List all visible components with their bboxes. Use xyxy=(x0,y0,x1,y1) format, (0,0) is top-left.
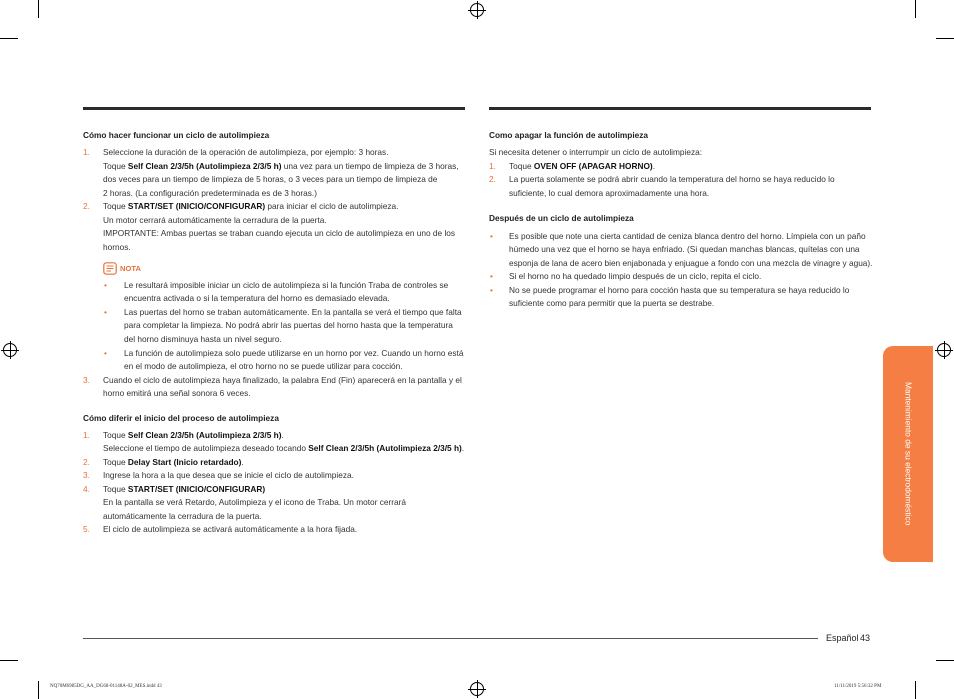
step-text: Un motor cerrará automáticamente la cerradura de la puerta. xyxy=(103,215,327,225)
step-text: IMPORTANTE: Ambas puertas se traban cuando ejecuta un ciclo de autolimpieza en uno de los xyxy=(103,228,456,238)
bullet-text: suficiente como para permitir que la puerta se destrabe. xyxy=(509,298,715,308)
note-label: NOTA xyxy=(120,264,141,273)
crop-mark xyxy=(936,38,954,39)
footer-rule xyxy=(83,638,818,639)
step-text: Ingrese la hora a la que desea que se inicie el ciclo de autolimpieza. xyxy=(103,470,354,480)
step-number: 2. xyxy=(83,457,90,467)
crop-mark xyxy=(936,660,954,661)
bullet-text: Si el horno no ha quedado limpio después de un ciclo, repita el ciclo. xyxy=(509,271,762,281)
bullet-icon: • xyxy=(104,307,107,317)
step-number: 2. xyxy=(83,201,90,211)
step-text: En la pantalla se verá Retardo, Autolimpieza y el icono de Traba. Un motor cerrará xyxy=(103,497,406,507)
step-number: 3. xyxy=(83,375,90,385)
section-heading: Cómo diferir el inicio del proceso de autolimpieza xyxy=(83,413,279,423)
chapter-tab-label: Mantenimiento de su electrodoméstico xyxy=(903,382,914,526)
bullet-text: Es posible que note una cierta cantidad de ceniza blanca dentro del horno. Límpiela con un paño xyxy=(509,231,866,241)
note-text: en el modo de autolimpieza, el otro horno no se puede utilizar para cocción. xyxy=(124,361,403,371)
step-text: Toque Delay Start (Inicio retardado). xyxy=(103,457,244,467)
footer-language: Español xyxy=(826,633,859,643)
bullet-icon: • xyxy=(490,231,493,241)
registration-mark-icon xyxy=(3,343,17,357)
bullet-text: No se puede programar el horno para cocción hasta que su temperatura se haya reducido lo xyxy=(509,285,850,295)
section-heading: Cómo hacer funcionar un ciclo de autolimpieza xyxy=(83,130,270,140)
bullet-icon: • xyxy=(104,348,107,358)
section-heading: Después de un ciclo de autolimpieza xyxy=(489,213,634,223)
note-icon xyxy=(103,262,117,275)
note-text: Le resultará imposible iniciar un ciclo de autolimpieza si la función Traba de controles se xyxy=(124,280,449,290)
step-text: 2 horas. (La configuración predeterminada es de 3 horas.) xyxy=(103,188,318,198)
intro-text: Si necesita detener o interrumpir un ciclo de autolimpieza: xyxy=(489,147,703,157)
step-text: El ciclo de autolimpieza se activará automáticamente a la hora fijada. xyxy=(103,524,358,534)
step-text: Cuando el ciclo de autolimpieza haya finalizado, la palabra End (Fin) aparecerá en la pantalla y el xyxy=(103,375,462,385)
note-text: del horno disminuya hasta un nivel seguro. xyxy=(124,334,282,344)
step-text: Seleccione la duración de la operación de autolimpieza, por ejemplo: 3 horas. xyxy=(103,147,389,157)
bullet-icon: • xyxy=(490,271,493,281)
bullet-text: húmedo una vez que el horno se haya enfriado. (Si quedan manchas blancas, quítelas con una xyxy=(509,244,860,254)
step-number: 4. xyxy=(83,484,90,494)
crop-mark xyxy=(0,38,18,39)
bullet-icon: • xyxy=(104,280,107,290)
right-column-rule xyxy=(489,107,871,110)
note-text: La función de autolimpieza solo puede utilizarse en un horno por vez. Cuando un horno está xyxy=(124,348,464,358)
note-text: Las puertas del horno se traban automáticamente. En la pantalla se verá el tiempo que falta xyxy=(124,307,462,317)
step-number: 5. xyxy=(83,524,90,534)
crop-mark xyxy=(915,0,916,18)
registration-mark-icon xyxy=(470,682,484,696)
step-text: dos veces para un tiempo de limpieza de 5 horas, o 3 veces para un tiempo de limpieza de xyxy=(103,174,438,184)
step-number: 1. xyxy=(489,161,496,171)
step-text: Toque Self Clean 2/3/5h (Autolimpieza 2/3/5 h) una vez para un tiempo de limpieza de 3 horas, xyxy=(103,161,459,171)
print-timestamp: 11/11/2019 5:56:32 PM xyxy=(834,684,882,689)
step-text: Toque OVEN OFF (APAGAR HORNO). xyxy=(509,161,655,171)
step-text: suficiente, lo cual demora aproximadamente una hora. xyxy=(509,188,710,198)
step-text: La puerta solamente se podrá abrir cuando la temperatura del horno se haya reducido lo xyxy=(509,174,835,184)
left-column-rule xyxy=(83,107,465,110)
bullet-text: esponja de lana de acero bien enjabonada y enjuague a fondo con una mezcla de vinagre y agua). xyxy=(509,258,873,268)
section-heading: Como apagar la función de autolimpieza xyxy=(489,130,649,140)
crop-mark xyxy=(0,660,18,661)
crop-mark xyxy=(38,681,39,699)
step-number: 2. xyxy=(489,174,496,184)
registration-mark-icon xyxy=(937,343,951,357)
note-text: para completar la limpieza. No podrá abrir las puertas del horno hasta que la temperatura xyxy=(124,320,453,330)
step-text: Seleccione el tiempo de autolimpieza deseado tocando Self Clean 2/3/5h (Autolimpieza 2/3/5 h). xyxy=(103,443,465,453)
step-text: hornos. xyxy=(103,242,131,252)
step-text: Toque Self Clean 2/3/5h (Autolimpieza 2/3/5 h). xyxy=(103,430,284,440)
step-text: Toque START/SET (INICIO/CONFIGURAR) para iniciar el ciclo de autolimpieza. xyxy=(103,201,399,211)
print-file-slug: NQ70M6985DG_AA_DG68-01148A-02_MES.indd 43 xyxy=(50,684,162,689)
step-text: horno emitirá una señal sonora 6 veces. xyxy=(103,388,251,398)
page-number: 43 xyxy=(860,633,871,643)
registration-mark-icon xyxy=(470,3,484,17)
step-text: Toque START/SET (INICIO/CONFIGURAR) xyxy=(103,484,266,494)
step-number: 1. xyxy=(83,147,90,157)
crop-mark xyxy=(915,681,916,699)
note-text: encuentra activada o si la temperatura del horno es demasiado elevada. xyxy=(124,293,390,303)
bullet-icon: • xyxy=(490,285,493,295)
step-text: automáticamente la cerradura de la puerta. xyxy=(103,511,262,521)
step-number: 3. xyxy=(83,470,90,480)
step-number: 1. xyxy=(83,430,90,440)
crop-mark xyxy=(38,0,39,18)
